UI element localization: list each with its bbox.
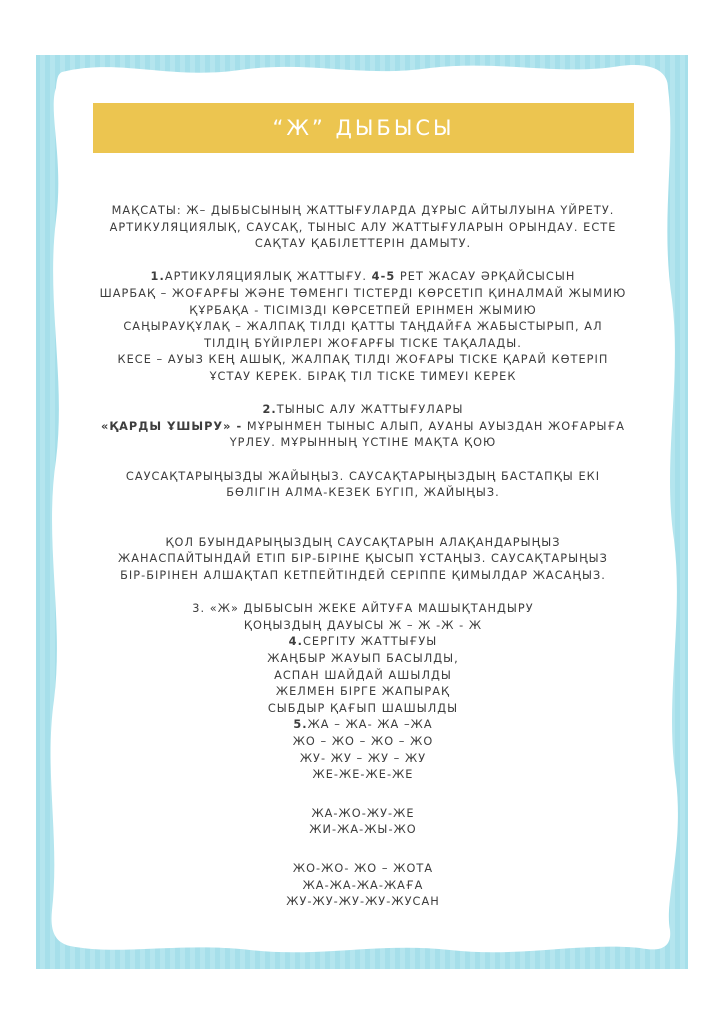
- goal-line: АРТИКУЛЯЦИЯЛЫҚ, САУСАҚ, ТЫНЫС АЛУ ЖАТТЫҒУЛАРЫН ОРЫНДАУ. ЕСТЕ: [109, 220, 617, 234]
- syllable-line: ЖУ-ЖУ-ЖУ-ЖУ-ЖУСАН: [286, 895, 440, 909]
- page-title: “Ж” ДЫБЫСЫ: [272, 116, 455, 140]
- section-heading-text: АРТИКУЛЯЦИЯЛЫҚ ЖАТТЫҒУ.: [164, 270, 368, 284]
- exercise-line: БІР-БІРІНЕН АЛШАҚТАП КЕТПЕЙТІНДЕЙ СЕРІППЕ ҚИМЫЛДАР ЖАСАҢЫЗ.: [120, 569, 606, 583]
- exercise-line: ҚОЛ БУЫНДАРЫҢЫЗДЫҢ САУСАҚТАРЫН АЛАҚАНДАРЫҢЫЗ: [165, 535, 561, 549]
- goal-block: [80, 203, 646, 253]
- poem-line: СЫБДЫР ҚАҒЫП ШАШЫЛДЫ: [267, 701, 459, 715]
- exercise-line: ШАРБАҚ – ЖОҒАРҒЫ ЖӘНЕ ТӨМЕНГІ ТІСТЕРДІ КӨРСЕТІП ҚИНАЛМАЙ ЖЫМИЮ: [99, 286, 627, 300]
- exercise-line: ҚҰРБАҚА - ТІСІМІЗДІ КӨРСЕТПЕЙ ЕРІНМЕН ЖЫМИЮ: [189, 303, 537, 317]
- syllable-group-2: [80, 806, 646, 839]
- exercise-line: ҚОҢЫЗДЫҢ ДАУЫСЫ Ж – Ж -Ж - Ж: [243, 618, 483, 632]
- section-4: [80, 634, 646, 717]
- section-3: [80, 601, 646, 634]
- goal-line: МАҚСАТЫ: Ж– ДЫБЫСЫНЫҢ ЖАТТЫҒУЛАРДА ДҰРЫС АЙТЫЛУЫНА ҮЙРЕТУ.: [111, 204, 615, 217]
- worksheet-content: [80, 203, 646, 911]
- section-number: 4.: [288, 635, 303, 649]
- finger-exercise-1: [80, 469, 646, 502]
- section-heading-text: РЕТ ЖАСАУ ӘРҚАЙСЫСЫН: [399, 270, 576, 284]
- game-name: «ҚАРДЫ ҰШЫРУ» -: [100, 419, 243, 433]
- section-1-heading: [80, 269, 646, 286]
- syllable-text: ЖА – ЖА- ЖА –ЖА: [307, 718, 433, 732]
- syllable-line: ЖИ-ЖА-ЖЫ-ЖО: [309, 823, 417, 837]
- section-heading-text: СЕРГІТУ ЖАТТЫҒУЫ: [302, 635, 438, 649]
- exercise-line: ЖАНАСПАЙТЫНДАЙ ЕТІП БІР-БІРІНЕ ҚЫСЫП ҰСТАҢЫЗ. САУСАҚТАРЫҢЫЗ: [118, 552, 608, 566]
- repeat-count: 4-5: [371, 270, 396, 284]
- syllable-line: ЖА-ЖО-ЖУ-ЖЕ: [311, 806, 415, 820]
- syllable-line: [80, 717, 646, 734]
- title-banner: [93, 103, 634, 153]
- section-2: [80, 402, 646, 452]
- syllable-line: ЖУ- ЖУ – ЖУ – ЖУ: [299, 751, 427, 765]
- exercise-line: САҢЫРАУҚҰЛАҚ – ЖАЛПАҚ ТІЛДІ ҚАТТЫ ТАҢДАЙҒА ЖАБЫСТЫРЫП, АЛ: [123, 320, 603, 334]
- goal-line: САҚТАУ ҚАБІЛЕТТЕРІН ДАМЫТУ.: [254, 237, 472, 251]
- syllable-line: ЖЕ-ЖЕ-ЖЕ-ЖЕ: [312, 768, 414, 782]
- syllable-line: ЖА-ЖА-ЖА-ЖАҒА: [302, 878, 424, 892]
- poem-line: ЖАҢБЫР ЖАУЫП БАСЫЛДЫ,: [267, 652, 459, 666]
- syllable-group-3: [80, 861, 646, 911]
- exercise-line: ҮРЛЕУ. МҰРЫННЫҢ ҮСТІНЕ МАҚТА ҚОЮ: [229, 436, 497, 450]
- exercise-line: ҰСТАУ КЕРЕК. БІРАҚ ТІЛ ТІСКЕ ТИМЕУІ КЕРЕК: [209, 369, 517, 383]
- section-1: [80, 269, 646, 385]
- exercise-line: БӨЛІГІН АЛМА-КЕЗЕК БҮГІП, ЖАЙЫҢЫЗ.: [226, 486, 500, 500]
- section-5: [80, 717, 646, 783]
- syllable-line: ЖО – ЖО – ЖО – ЖО: [292, 735, 434, 748]
- section-number: 2.: [262, 403, 277, 417]
- section-heading-text: ТЫНЫС АЛУ ЖАТТЫҒУЛАРЫ: [276, 403, 464, 417]
- exercise-line: [80, 419, 646, 436]
- poem-line: ЖЕЛМЕН БІРГЕ ЖАПЫРАҚ: [275, 685, 451, 699]
- exercise-line: ТІЛДІҢ БҮЙІРЛЕРІ ЖОҒАРҒЫ ТІСКЕ ТАҚАЛАДЫ.: [204, 336, 522, 350]
- exercise-line: КЕСЕ – АУЫЗ КЕҢ АШЫҚ, ЖАЛПАҚ ТІЛДІ ЖОҒАРЫ ТІСКЕ ҚАРАЙ КӨТЕРІП: [117, 353, 609, 367]
- finger-exercise-2: [80, 535, 646, 585]
- exercise-line: САУСАҚТАРЫҢЫЗДЫ ЖАЙЫҢЫЗ. САУСАҚТАРЫҢЫЗДЫҢ БАСТАПҚЫ ЕКІ: [125, 469, 601, 483]
- poem-line: АСПАН ШАЙДАЙ АШЫЛДЫ: [274, 668, 452, 682]
- section-2-heading: [80, 402, 646, 419]
- section-3-heading: 3. «Ж» ДЫБЫСЫН ЖЕКЕ АЙТУҒА МАШЫҚТАНДЫРУ: [192, 602, 534, 616]
- section-number: 1.: [150, 270, 165, 284]
- section-4-heading: [80, 634, 646, 651]
- section-number: 5.: [293, 718, 308, 732]
- syllable-line: ЖО-ЖО- ЖО – ЖОТА: [292, 861, 434, 875]
- exercise-text: МҰРЫНМЕН ТЫНЫС АЛЫП, АУАНЫ АУЫЗДАН ЖОҒАРЫҒА: [246, 419, 626, 433]
